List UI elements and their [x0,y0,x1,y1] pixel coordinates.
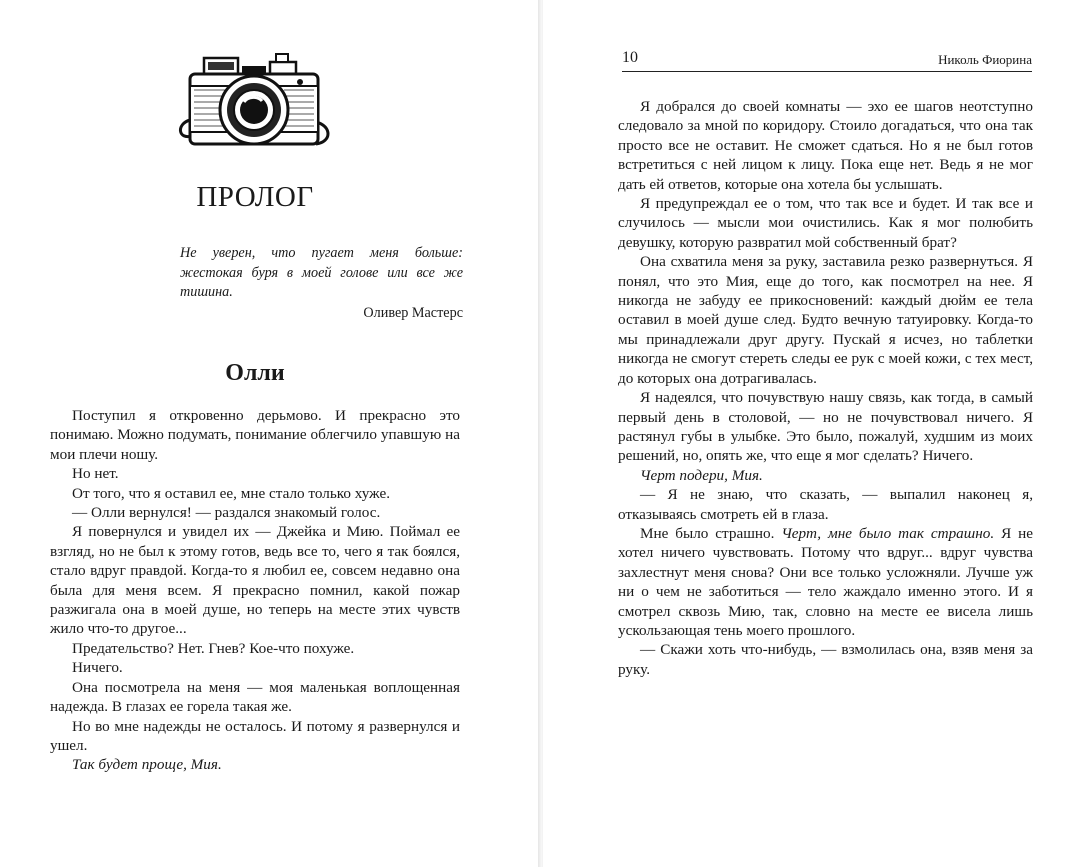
chapter-title: ПРОЛОГ [196,181,314,213]
paragraph: От того, что я оставил ее, мне стало только хуже. [72,484,391,502]
paragraph: Но во мне надежды не осталось. И потому я развернулся и ушел. [50,717,460,754]
camera-icon [172,44,336,162]
paragraph: Я предупреждал ее о том, что так все и будет. И так все и случилось — мысли мои очистились. Как я мог полюбить девушку, которую развратил мой собственный брат? [618,195,1033,251]
section-title: Олли [225,360,285,386]
text-span: Мне было страшно. [640,524,775,542]
paragraph: Я надеялся, что почувствую нашу связь, как тогда, в самый первый день в столовой, — но не почувствовал ничего. Я растянул губы в улыбке. Это было, пожалуй, худшим из моих решений, но, опять же, что еще я мог сделать? Ничего. [618,389,1033,465]
italic-text: Черт, мне было так страшно. [781,524,995,542]
paragraph: — Скажи хоть что-нибудь, — взмолилась она, взяв меня за руку. [618,641,1033,678]
right-body-text [618,97,1033,679]
italic-text: Черт подери, Мия. [640,466,763,484]
paragraph: Я повернулся и увидел их — Джейка и Мию. Поймал ее взгляд, но не был к этому готов, ведь все то, чего я так боялся, стало вдруг правдой. Когда-то я любил ее, совсем недавно она была для меня всем. Я прекрасно помнил, какой пожар разжигала она в моей душе, но теперь на месте этих чувств жило что-то другое... [50,523,460,638]
paragraph: Она схватила меня за руку, заставила резко развернуться. Я понял, что это Мия, еще до того, как посмотрел на нее. Я никогда не забуду ее прикосновений: каждый дюйм ее тела оставил в моей душе след. Будто вечную татуировку. Когда-то мы принадлежали друг другу. Пускай я исчез, но таблетки никогда не смогут стереть следы ее рук с моей кожи, с тех мест, до которых она дотрагивалась. [618,253,1033,387]
paragraph-italic [618,466,1033,485]
paragraph-italic [50,755,460,774]
paragraph [618,524,1033,640]
paragraph: — Я не знаю, что сказать, — выпалил наконец я, отказываясь смотреть ей в глаза. [618,486,1033,523]
paragraph: Ничего. [72,659,123,677]
running-header [622,47,1032,72]
paragraph: Поступил я откровенно дерьмово. И прекрасно это понимаю. Можно подумать, понимание облегчило упавшую на мои плечи ношу. [50,407,460,463]
page-number: 10 [622,49,638,66]
epigraph-text: Не уверен, что пугает меня больше: жестокая буря в моей голове или все же тишина. [180,245,463,300]
paragraph: Она посмотрела на меня — моя маленькая воплощенная надежда. В глазах ее горела такая же. [50,678,460,716]
left-body-text [50,406,460,775]
italic-text: Так будет проще, Мия. [72,756,222,774]
left-page [0,0,540,867]
epigraph-author: Оливер Мастерс [363,305,463,321]
running-head-author: Николь Фиорина [938,52,1032,67]
text-span: Я не хотел ничего чувствовать. Потому что вдруг... вдруг чувства захлестнут меня снова? Они все только усложняли. Лучше уж ни о чем не заботиться — тело жаждало именно этого. И я смотрел сквозь Мию, так, словно на месте ее висела лишь ускользающая тень моего прошлого. [618,524,1034,639]
paragraph: — Олли вернулся! — раздался знакомый голос. [72,504,381,522]
paragraph: Предательство? Нет. Гнев? Кое-что похуже. [72,639,355,657]
paragraph: Я добрался до своей комнаты — эхо ее шагов неотступно следовало за мной по коридору. Стоило догадаться, что она так просто все не оставит. Не сможет сдаться. Но я не был готов встретиться с ней лицом к лицу. Пока еще нет. Ведь я не мог дать ей ответов, которые она хотела бы услышать. [618,98,1033,193]
paragraph: Но нет. [72,465,119,483]
right-page [543,0,1090,867]
